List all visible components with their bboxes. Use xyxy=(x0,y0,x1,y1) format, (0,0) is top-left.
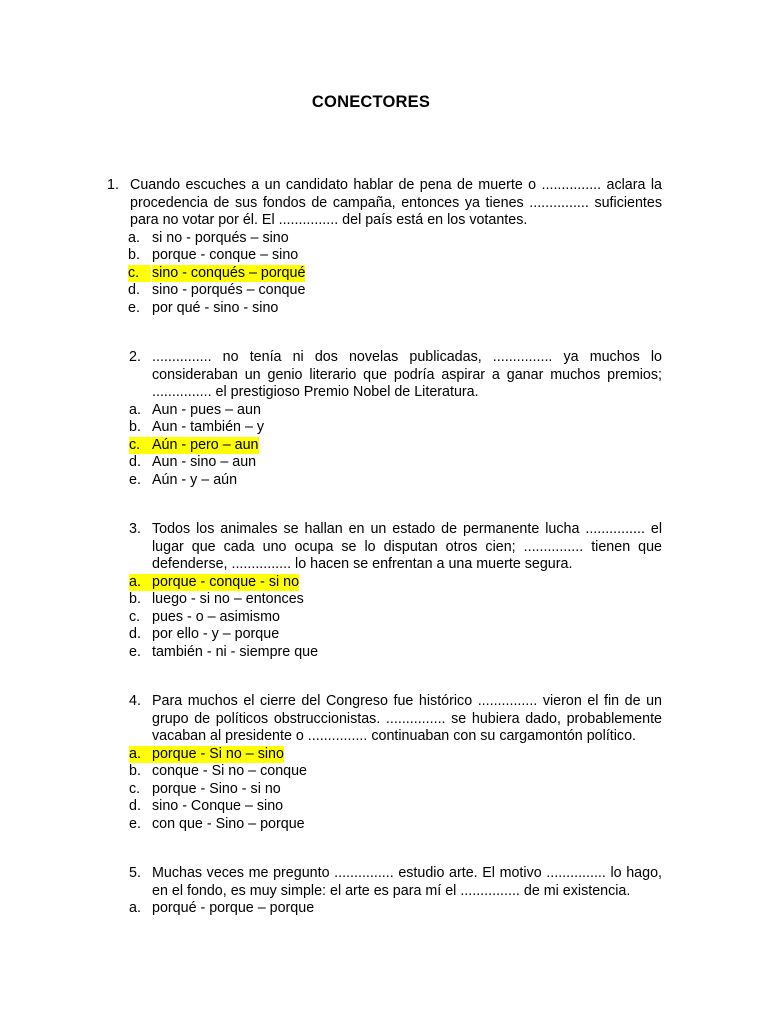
question-number: 3. xyxy=(129,521,141,537)
question-stem xyxy=(129,865,662,900)
option-letter: d. xyxy=(129,626,141,642)
question-stem xyxy=(107,177,662,230)
option-letter: e. xyxy=(129,471,141,488)
option-letter: c. xyxy=(129,437,152,455)
question-number: 1. xyxy=(107,177,119,193)
question-text: Muchas veces me pregunto ............... estudio arte. El motivo ............... lo hago, en el fondo, es muy simple: el arte es para mí el ............... de mi existencia. xyxy=(152,865,662,899)
option-letter: c. xyxy=(128,265,151,283)
answer-option xyxy=(129,454,662,472)
option-text: porque - conque – sino xyxy=(152,247,299,263)
option-text: luego - si no – entonces xyxy=(152,591,304,607)
option-text: Aún - y – aún xyxy=(152,471,238,488)
answer-option xyxy=(129,763,662,781)
option-text: Aun - también – y xyxy=(152,419,265,435)
answer-option xyxy=(129,798,662,816)
highlighted-answer: Aún - pero – aun xyxy=(152,436,259,453)
option-text: Aun - sino – aun xyxy=(152,454,257,470)
question-number: 4. xyxy=(129,693,141,709)
highlighted-answer: porque - conque - si no xyxy=(152,573,300,590)
answer-option xyxy=(129,419,662,437)
answer-option xyxy=(129,816,662,834)
question-stem xyxy=(129,693,662,746)
question-stem xyxy=(129,349,662,402)
highlighted-answer: sino - conqués – porqué xyxy=(152,264,306,281)
highlighted-answer: porque - Si no – sino xyxy=(152,745,284,762)
option-letter: c. xyxy=(129,608,141,625)
option-list xyxy=(129,746,662,834)
answer-option xyxy=(129,437,662,455)
option-text: Aun - pues – aun xyxy=(152,401,261,418)
option-letter: a. xyxy=(129,746,153,764)
question-item xyxy=(107,177,662,317)
option-text: con que - Sino – porque xyxy=(152,815,305,832)
question-number: 5. xyxy=(129,865,141,881)
answer-option xyxy=(107,230,662,248)
option-text: por qué - sino - sino xyxy=(152,299,279,316)
option-text: sino - Conque – sino xyxy=(152,798,284,814)
option-text: conque - Si no – conque xyxy=(152,763,307,779)
option-text: también - ni - siempre que xyxy=(152,643,319,660)
option-text: sino - porqués – conque xyxy=(152,282,306,298)
option-letter: d. xyxy=(128,282,140,298)
option-list xyxy=(129,402,662,490)
option-letter: e. xyxy=(129,815,141,832)
question-item xyxy=(129,521,662,661)
option-list xyxy=(129,900,662,918)
option-letter: b. xyxy=(128,247,140,263)
option-text: por ello - y – porque xyxy=(152,626,280,642)
answer-option xyxy=(129,626,662,644)
option-letter: b. xyxy=(129,763,141,779)
answer-option xyxy=(129,900,662,918)
answer-option xyxy=(129,574,662,592)
answer-option xyxy=(107,265,662,283)
question-item xyxy=(129,693,662,833)
option-letter: a. xyxy=(128,229,140,246)
question-text: Cuando escuches a un candidato hablar de pena de muerte o ............... aclara la procedencia de sus fondos de campaña, entonces ya tienes ............... suficientes para no votar por él. El ............... del país está en los votantes. xyxy=(130,177,662,228)
option-text: porqué - porque – porque xyxy=(152,900,315,916)
option-letter: c. xyxy=(129,780,141,797)
option-list xyxy=(129,574,662,662)
question-item xyxy=(129,865,662,918)
answer-option xyxy=(129,472,662,490)
answer-option xyxy=(129,402,662,420)
option-letter: d. xyxy=(129,798,141,814)
answer-option xyxy=(107,247,662,265)
question-number: 2. xyxy=(129,349,141,365)
option-letter: e. xyxy=(128,299,140,316)
question-item xyxy=(129,349,662,489)
option-text: pues - o – asimismo xyxy=(152,608,280,625)
option-letter: b. xyxy=(129,419,141,435)
document-title: CONECTORES xyxy=(311,93,431,111)
answer-option xyxy=(129,609,662,627)
option-list xyxy=(107,230,662,318)
option-letter: a. xyxy=(129,574,153,592)
question-text: Para muchos el cierre del Congreso fue histórico ............... vieron el fin de un grupo de políticos obstruccionistas. ............... se hubiera dado, probablemente vacaban al presidente o ............... continuaban con su cargamontón político. xyxy=(152,693,662,744)
option-letter: d. xyxy=(129,454,141,470)
option-letter: b. xyxy=(129,591,141,607)
answer-option xyxy=(107,282,662,300)
option-text: porque - Sino - si no xyxy=(152,780,281,797)
option-text: si no - porqués – sino xyxy=(152,229,289,246)
question-stem xyxy=(129,521,662,574)
question-text: Todos los animales se hallan en un estado de permanente lucha ............... el lugar que cada uno ocupa se lo disputan otros cien; ............... tienen que defenderse, ............... lo hacen se enfrentan a una muerte segura. xyxy=(152,521,662,572)
answer-option xyxy=(107,300,662,318)
answer-option xyxy=(129,644,662,662)
answer-option xyxy=(129,591,662,609)
option-letter: e. xyxy=(129,643,141,660)
question-text: ............... no tenía ni dos novelas publicadas, ............... ya muchos lo consideraban un genio literario que podría aspirar a ganar muchos premios; ............... el prestigioso Premio Nobel de Literatura. xyxy=(152,349,662,400)
answer-option xyxy=(129,746,662,764)
option-letter: a. xyxy=(129,900,141,916)
option-letter: a. xyxy=(129,401,141,418)
answer-option xyxy=(129,781,662,799)
